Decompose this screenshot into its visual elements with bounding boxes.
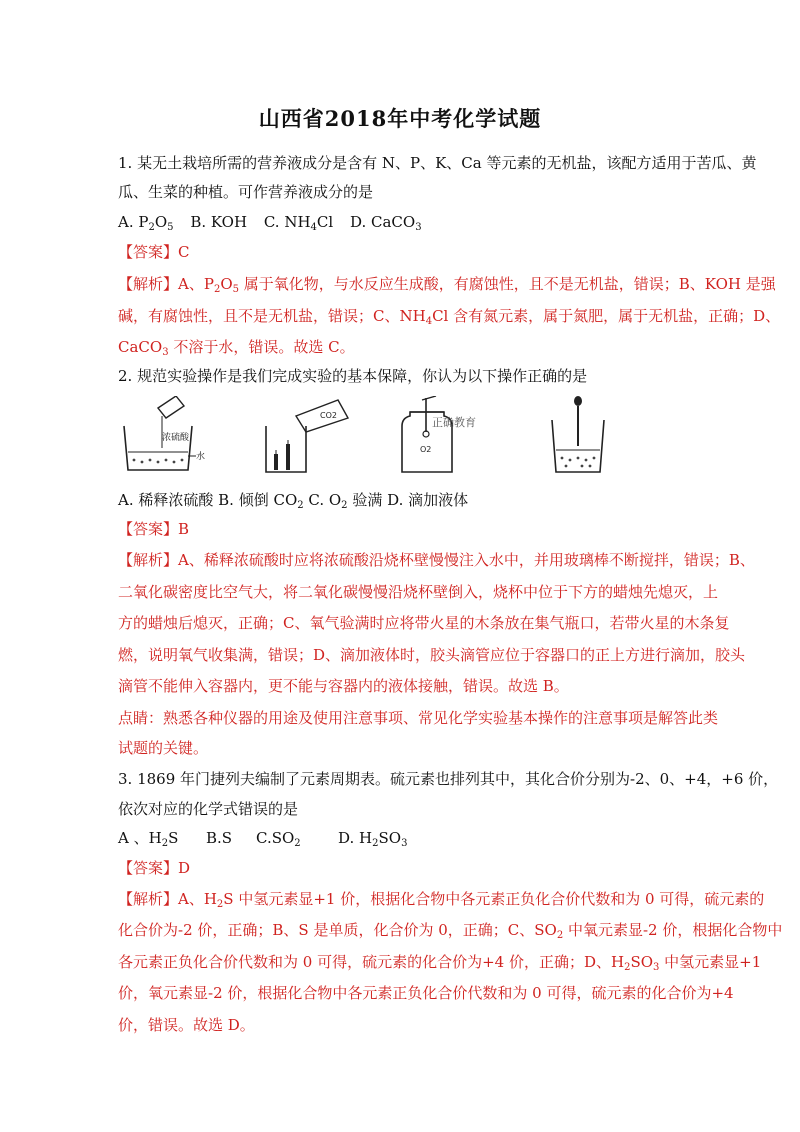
page-title: 山西省2018年中考化学试题 xyxy=(258,106,542,131)
q2-answer: 【答案】B xyxy=(118,520,190,538)
q1-option-d: D. CaCO$_3$ xyxy=(349,213,422,233)
q3-analysis-line2: 化合价为-2 价，正确；B、S 是单质，化合价为 0，正确；C、$SO_2$ 中氧元素显-2 价，根据化合物中 xyxy=(118,921,783,941)
q3-analysis-line3: 各元素正负化合价代数和为 0 可得，硫元素的化合价为+4 价，正确；D、$H_2SO_3$ 中氢元素显+1 xyxy=(118,953,762,973)
q2-options: A. 稀释浓硫酸 B. 倾倒 $CO_2$ C. $O_2$ 验满 D. 滴加液体 xyxy=(118,491,469,511)
q1-analysis-line2: 碱，有腐蚀性，且不是无机盐，错误；C、$NH_4Cl$ 含有氮元素，属于氮肥，属于无机盐，正确；D、 xyxy=(118,307,781,327)
fig-c-label: O2 xyxy=(420,445,432,454)
q3-answer: 【答案】D xyxy=(118,859,191,877)
q3-analysis-line5: 价，错误。故选 D。 xyxy=(118,1016,255,1034)
q1-analysis-line3: CaCO$_3$ 不溶于水，错误。故选 C。 xyxy=(118,338,355,358)
figure-pour-co2 xyxy=(256,396,356,476)
figure-drop-liquid xyxy=(548,396,608,476)
q3-option-d: D. $H_2SO_3$ xyxy=(338,829,408,849)
fig-a-water-label: 水 xyxy=(196,452,206,462)
q1-option-b: B. KOH xyxy=(190,213,248,231)
q3-analysis-line1: 【解析】A、$H_2S$ 中氢元素显+1 价，根据化合物中各元素正负化合价代数和为 0 可得，硫元素的 xyxy=(118,890,765,910)
q3-option-b: B.S xyxy=(206,829,233,847)
q3-stem-line2: 依次对应的化学式错误的是 xyxy=(118,800,299,818)
figure-o2-test xyxy=(396,396,506,476)
q2-tip-line1: 点睛：熟悉各种仪器的用途及使用注意事项、常见化学实验基本操作的注意事项是解答此类 xyxy=(118,709,719,727)
q2-analysis-line4: 燃，说明氧气收集满，错误；D、滴加液体时，胶头滴管应位于容器口的正上方进行滴加，胶头 xyxy=(118,646,746,664)
q1-stem-line1: 1. 某无土栽培所需的营养液成分是含有 N、P、K、Ca 等元素的无机盐，该配方适用于苦瓜、黄 xyxy=(118,154,757,172)
q2-analysis-line3: 方的蜡烛后熄灭，正确；C、氧气验满时应将带火星的木条放在集气瓶口，若带火星的木条复 xyxy=(118,614,730,632)
q1-option-a: A. $P_2O_5$ xyxy=(118,213,174,233)
fig-c-watermark: 正确教育 xyxy=(432,416,476,429)
figure-dilute-acid xyxy=(118,396,208,476)
q2-analysis-line5: 滴管不能伸入容器内，更不能与容器内的液体接触，错误。故选 B。 xyxy=(118,677,569,695)
q1-answer: 【答案】C xyxy=(118,243,190,261)
fig-a-label: 浓硫酸 xyxy=(162,433,190,443)
q3-analysis-line4: 价，氧元素显-2 价，根据化合物中各元素正负化合价代数和为 0 可得，硫元素的化合价为+4 xyxy=(118,984,734,1002)
q1-options xyxy=(118,212,718,232)
q2-figures xyxy=(118,396,598,476)
q3-option-a: A 、$H_2S$ xyxy=(118,829,179,849)
q3-option-c: $C.SO_2$ xyxy=(256,829,301,849)
q3-stem-line1: 3. 1869 年门捷列夫编制了元素周期表。硫元素也排列其中，其化合价分别为-2、0、+4，+6 价， xyxy=(118,770,779,788)
q1-analysis-line1: 【解析】A、$P_2O_5$ 属于氧化物，与水反应生成酸，有腐蚀性，且不是无机盐，错误；B、KOH 是强 xyxy=(118,275,776,295)
q2-stem: 2. 规范实验操作是我们完成实验的基本保障，你认为以下操作正确的是 xyxy=(118,367,588,385)
fig-b-label: CO2 xyxy=(320,411,337,420)
q2-analysis-line2: 二氧化碳密度比空气大，将二氧化碳慢慢沿烧杯壁倒入，烧杯中位于下方的蜡烛先熄灭，上 xyxy=(118,583,719,601)
q2-analysis-line1: 【解析】A、稀释浓硫酸时应将浓硫酸沿烧杯壁慢慢注入水中，并用玻璃棒不断搅拌，错误；B、 xyxy=(118,551,755,569)
q2-tip-line2: 试题的关键。 xyxy=(118,739,209,757)
q1-stem-line2: 瓜、生菜的种植。可作营养液成分的是 xyxy=(118,183,374,201)
q3-options xyxy=(118,828,718,848)
q1-option-c: C. $NH_4Cl$ xyxy=(263,213,334,233)
